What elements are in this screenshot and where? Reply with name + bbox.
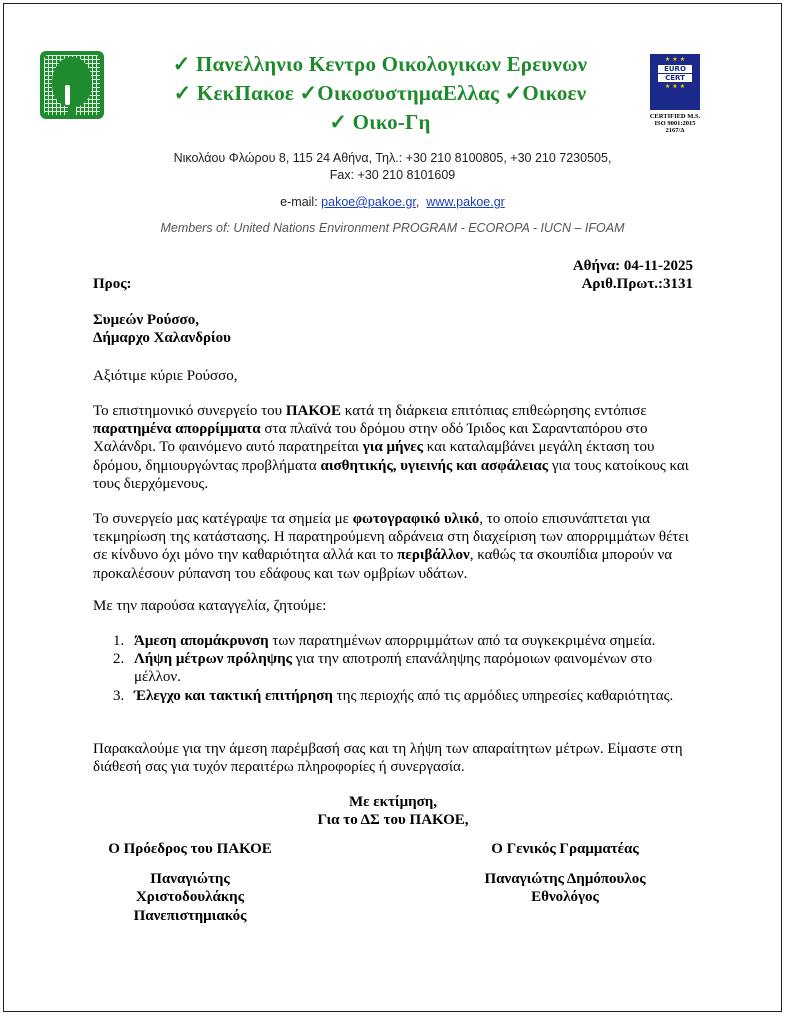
greeting: Αξιότιμε κύριε Ρούσσο, — [93, 368, 238, 384]
org-name-line-2: ✓ ΚεκΠακοε ✓ΟικοσυστημαΕλλας ✓Οικοεν — [173, 81, 587, 105]
members-line: Members of: United Nations Environment PROGRAM - ECOROPA - IUCN – IFOAM — [160, 221, 625, 235]
signatory-president — [95, 840, 285, 925]
recipient — [93, 311, 231, 347]
text-run: για τους κατοίκους και τους διερχόμενους. — [93, 457, 689, 492]
to-label: Προς: — [93, 276, 132, 292]
signatory-name: Παναγιώτης Χριστοδουλάκης — [135, 871, 245, 906]
list-item — [128, 650, 693, 686]
emphasized-text: παρατημένα απορρίμματα — [93, 421, 261, 438]
paragraph-1 — [93, 402, 703, 493]
request-intro: Με την παρούσα καταγγελία, ζητούμε: — [93, 598, 327, 614]
list-item — [128, 632, 693, 650]
emphasized-text: αισθητικής, υγιεινής και ασφάλειας — [320, 457, 549, 474]
text-run: Το επιστημονικό συνεργείο του — [93, 403, 286, 419]
text-run: , το οποίο επισυνάπτεται για τεκμηρίωση της κατάστασης. Η παρατηρούμενη αδράνεια στη διαχείριση των απορριμμάτων θέτει σε κίνδυνο όχι μόνο την καθαριότητα αλλά και το — [93, 511, 689, 564]
text-run: κατά τη διάρκεια επιτόπιας επιθεώρησης εντόπισε — [341, 403, 647, 419]
emphasized-text: ΠΑΚΟΕ — [285, 403, 342, 419]
text-run: για την αποτροπή επανάληψης παρόμοιων φαινομένων στο μέλλον. — [134, 651, 653, 686]
request-list — [93, 632, 693, 705]
text-run: Το συνεργείο μας κατέγραψε τα σημεία με — [93, 511, 353, 527]
date-protocol — [573, 257, 693, 293]
email-link[interactable]: pakoe@pakoe.gr — [321, 195, 416, 209]
contact-links: e-mail: pakoe@pakoe.gr, www.pakoe.gr — [280, 195, 505, 209]
emphasized-text: περιβάλλον — [397, 547, 470, 564]
website-link[interactable]: www.pakoe.gr — [426, 195, 505, 209]
address: Νικολάου Φλώρου 8, 115 24 Αθήνα, Τηλ.: +30 210 8100805, +30 210 7230505, — [173, 151, 612, 165]
eurocert-logo: ★ ★ ★ EURO CERT ★ ★ ★ — [650, 54, 700, 110]
emphasized-text: για μήνες — [362, 439, 423, 456]
emphasized-text: Λήψη μέτρων πρόληψης — [134, 651, 292, 668]
signatory-title: Εθνολόγος — [531, 889, 599, 906]
text-run: και καταλαμβάνει μεγάλη έκταση του δρόμου, δημιουργώντας προβλήματα — [93, 439, 655, 474]
date: Αθήνα: 04-11-2025 — [572, 258, 693, 274]
closing-paragraph: Παρακαλούμε για την άμεση παρέμβασή σας και τη λήψη των απαραίτητων μέτρων. Είμαστε στη διάθεσή σας για τυχόν περαιτέρω πληροφορίες ή συνεργασία. — [93, 741, 683, 776]
signatory-title: Πανεπιστημιακός — [133, 907, 247, 924]
signatory-secretary — [470, 840, 660, 907]
sign-off: Με εκτίμηση, Για το ΔΣ του ΠΑΚΟΕ, — [317, 794, 469, 829]
signatory-name: Παναγιώτης Δημόπουλος — [484, 871, 646, 888]
signatory-role: Ο Γενικός Γραμματέας — [491, 841, 639, 857]
list-item — [128, 687, 693, 705]
protocol-number: Αριθ.Πρωτ.:3131 — [581, 276, 693, 293]
signatory-role: Ο Πρόεδρος του ΠΑΚΟΕ — [108, 841, 272, 857]
certification-text: CERTIFIED M.S. ISO 9001:2015 2167/Δ — [649, 113, 701, 134]
text-run: , καθώς τα σκουπίδια μπορούν να προκαλέσουν ρύπανση του εδάφους και των ομβρίων υδάτων. — [93, 547, 673, 582]
emphasized-text: φωτογραφικό υλικό — [352, 511, 480, 527]
fax: Fax: +30 210 8101609 — [329, 168, 456, 182]
org-name-line-1: ✓ Πανελληνιο Κεντρο Οικολογικων Ερευνων — [172, 52, 588, 76]
paragraph-2 — [93, 510, 703, 583]
text-run: στα πλαϊνά του δρόμου στην οδό Ίριδος και Σαρανταπόρου στο Χαλάνδρι. Το φαινόμενο αυτό παρατηρείται — [93, 421, 648, 456]
recipient-name: Συμεών Ρούσσο, — [93, 312, 199, 328]
text-run: της περιοχής από τις αρμόδιες υπηρεσίες καθαριότητας. — [332, 687, 674, 704]
recipient-title: Δήμαρχο Χαλανδρίου — [93, 330, 231, 347]
org-name-line-3: ✓ Οικο-Γη — [329, 110, 431, 134]
emphasized-text: Έλεγχο και τακτική επιτήρηση — [134, 687, 333, 704]
pakoe-tree-logo — [40, 51, 104, 119]
emphasized-text: Άμεση απομάκρυνση — [134, 633, 269, 649]
text-run: των παρατημένων απορριμμάτων από τα συγκεκριμένα σημεία. — [268, 633, 656, 649]
